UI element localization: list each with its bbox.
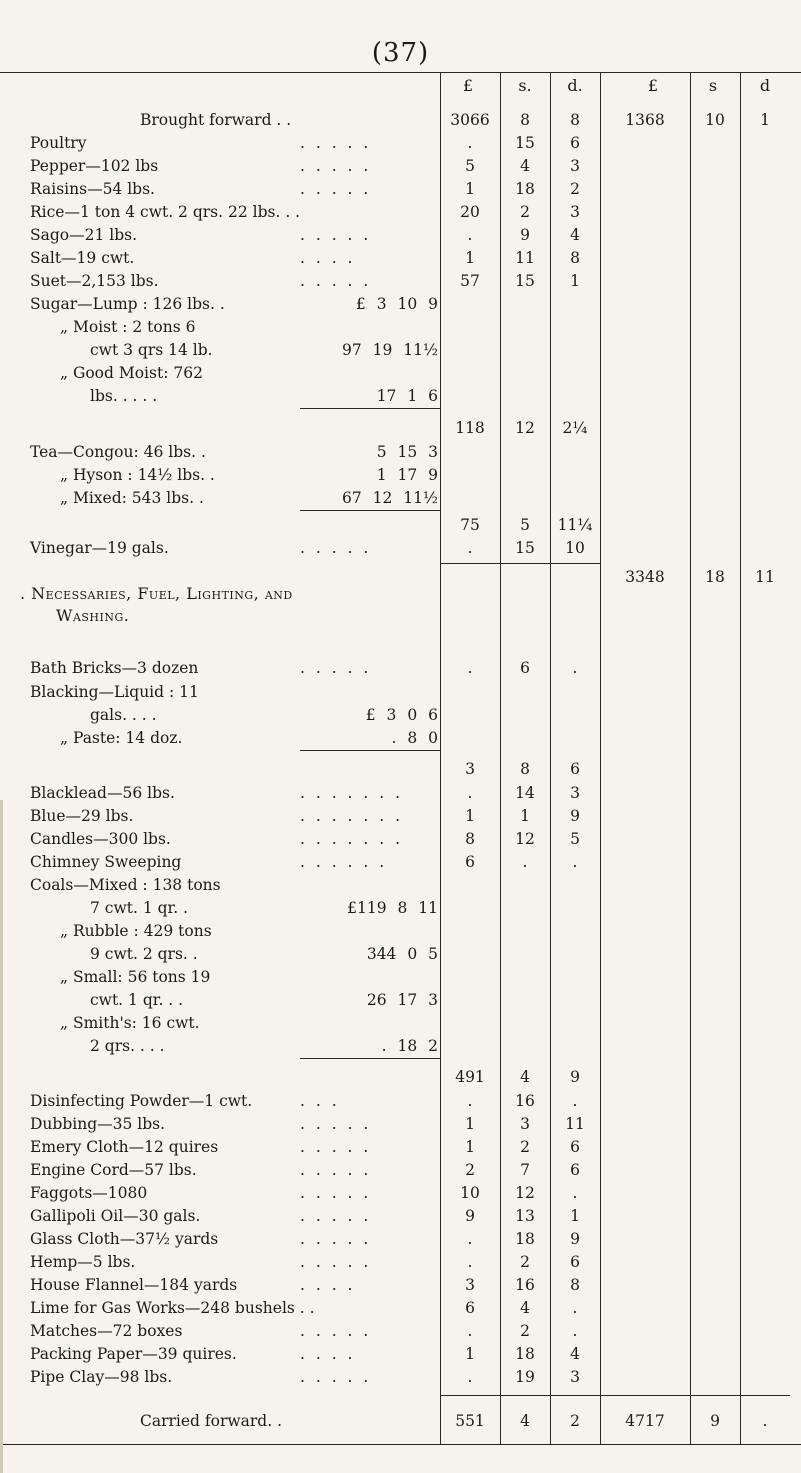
cell-c2: 16 (515, 1276, 535, 1294)
cell-c2: 18 (515, 180, 535, 198)
table-row (0, 781, 801, 805)
row-sub-amount: 17 1 6 (376, 387, 438, 405)
col-header-pounds: £ (462, 76, 474, 95)
section-heading-continued (56, 606, 129, 625)
cell-c1: 20 (460, 203, 480, 221)
table-row (0, 486, 801, 510)
table-row (0, 942, 801, 966)
row-label: Sugar—Lump : 126 lbs. . (30, 295, 225, 313)
table-row (0, 1250, 801, 1274)
cell-c2: 4 (520, 1299, 530, 1317)
cell-c3: 9 (570, 807, 580, 825)
cell-c3: 1 (570, 272, 580, 290)
table-row (0, 565, 801, 589)
rule-total-left (600, 72, 601, 1444)
row-leader-dots: . . . . . (300, 180, 372, 198)
cell-c1: . (467, 1092, 473, 1110)
row-sub-amount: 1 17 9 (376, 466, 438, 484)
row-label: Brought forward . . (140, 111, 292, 129)
bottom-rule (0, 1444, 801, 1445)
table-row (0, 1135, 801, 1159)
row-leader-dots: . . . . . (300, 539, 372, 557)
cell-c3: 3 (570, 157, 580, 175)
row-label: 7 cwt. 1 qr. . (90, 899, 189, 917)
row-label: Pipe Clay—98 lbs. (30, 1368, 173, 1386)
cell-c2: 2 (520, 1322, 530, 1340)
row-leader-dots: . . . . . (300, 134, 372, 152)
cell-c2: 4 (520, 157, 530, 175)
cell-c6: 11 (755, 568, 775, 586)
row-sub-amount: 97 19 11½ (341, 341, 438, 359)
row-label: Vinegar—19 gals. (30, 539, 169, 557)
row-label: House Flannel—184 yards (30, 1276, 238, 1294)
cell-c2: . (522, 853, 528, 871)
cell-c3: 1 (570, 1207, 580, 1225)
row-leader-dots: . . . . . (300, 1115, 372, 1133)
cell-c5: 18 (705, 568, 725, 586)
table-row (0, 440, 801, 464)
cell-c2: 3 (520, 1115, 530, 1133)
cell-c3: 6 (570, 1161, 580, 1179)
row-sub-amount: . 18 2 (381, 1037, 438, 1055)
cell-c3: 6 (570, 134, 580, 152)
cell-c3: 9 (570, 1230, 580, 1248)
table-row (0, 1319, 801, 1343)
row-label: Rice—1 ton 4 cwt. 2 qrs. 22 lbs. . . (30, 203, 301, 221)
row-label: Dubbing—35 lbs. (30, 1115, 166, 1133)
row-leader-dots: . . . . . (300, 659, 372, 677)
row-label: 9 cwt. 2 qrs. . (90, 945, 198, 963)
top-rule (0, 72, 801, 73)
rule-pounds-left (440, 72, 441, 1444)
table-row (0, 1204, 801, 1228)
row-label: 2 qrs. . . . (90, 1037, 165, 1055)
row-sub-amount: £ 3 0 6 (365, 706, 438, 724)
row-leader-dots: . . . . . (300, 1368, 372, 1386)
row-leader-dots: . . . . . (300, 226, 372, 244)
cell-c5: 10 (705, 111, 725, 129)
col-header-shillings: s. (518, 76, 532, 95)
row-label: Pepper—102 lbs (30, 157, 159, 175)
row-leader-dots: . . . . (300, 249, 356, 267)
table-row (0, 154, 801, 178)
cell-c1: 10 (460, 1184, 480, 1202)
cell-c1: 8 (465, 830, 475, 848)
cell-c3: 11¼ (557, 516, 593, 534)
cell-c2: 2 (520, 1253, 530, 1271)
cell-c2: 18 (515, 1230, 535, 1248)
cell-c2: 13 (515, 1207, 535, 1225)
row-label: Blacklead—56 lbs. (30, 784, 175, 802)
col-header-pence: d. (567, 76, 583, 95)
table-row (0, 703, 801, 727)
table-row (0, 827, 801, 851)
cell-c1: 1 (465, 807, 475, 825)
table-row (0, 1011, 801, 1035)
rule-total-pounds-right (690, 72, 691, 1444)
cell-c2: 15 (515, 539, 535, 557)
cell-c3: 8 (570, 111, 580, 129)
cell-c1: 118 (455, 419, 485, 437)
cell-c2: 2 (520, 203, 530, 221)
row-label: cwt. 1 qr. . . (90, 991, 184, 1009)
row-label: „ Hyson : 14½ lbs. . (60, 466, 215, 484)
row-label: Blacking—Liquid : 11 (30, 683, 199, 701)
cell-c2: 6 (520, 659, 530, 677)
cell-c2: 15 (515, 134, 535, 152)
cell-c2: 8 (520, 760, 530, 778)
row-leader-dots: . . . . . (300, 1230, 372, 1248)
cell-c3: 3 (570, 784, 580, 802)
row-label: Salt—19 cwt. (30, 249, 135, 267)
row-label: „ Moist : 2 tons 6 (60, 318, 196, 336)
table-row (0, 804, 801, 828)
table-row (0, 1112, 801, 1136)
table-row (0, 223, 801, 247)
table-row (0, 873, 801, 897)
row-label: Sago—21 lbs. (30, 226, 138, 244)
row-label: gals. . . . (90, 706, 157, 724)
cell-c6: 1 (760, 111, 770, 129)
cell-c2: 4 (520, 1412, 530, 1430)
row-label: lbs. . . . . (90, 387, 158, 405)
cell-c3: 2 (570, 1412, 580, 1430)
cell-c3: 6 (570, 1253, 580, 1271)
row-label: Poultry (30, 134, 87, 152)
row-label: Matches—72 boxes (30, 1322, 183, 1340)
table-row (0, 1065, 801, 1089)
cell-c2: 16 (515, 1092, 535, 1110)
table-row (0, 384, 801, 408)
cell-c2: 5 (520, 516, 530, 534)
row-label: „ Mixed: 543 lbs. . (60, 489, 204, 507)
cell-c3: 4 (570, 1345, 580, 1363)
table-row (0, 108, 801, 132)
row-label: Packing Paper—39 quires. (30, 1345, 237, 1363)
cell-c1: 57 (460, 272, 480, 290)
cell-c1: . (467, 226, 473, 244)
cell-c1: 6 (465, 853, 475, 871)
table-row (0, 131, 801, 155)
row-sub-amount: £119 8 11 (347, 899, 438, 917)
row-label: cwt 3 qrs 14 lb. (90, 341, 213, 359)
row-label: „ Rubble : 429 tons (60, 922, 212, 940)
row-label: Emery Cloth—12 quires (30, 1138, 219, 1156)
cell-c2: 14 (515, 784, 535, 802)
table-row (0, 1158, 801, 1182)
rule-provisions-total (440, 563, 600, 564)
row-label: Glass Cloth—37½ yards (30, 1230, 219, 1248)
cell-c2: 7 (520, 1161, 530, 1179)
cell-c1: 2 (465, 1161, 475, 1179)
row-label: „ Paste: 14 doz. (60, 729, 183, 747)
row-leader-dots: . . . . (300, 1345, 356, 1363)
row-leader-dots: . . . . . (300, 1184, 372, 1202)
row-leader-dots: . . . . . (300, 1253, 372, 1271)
cell-c1: 75 (460, 516, 480, 534)
cell-c1: . (467, 134, 473, 152)
table-row (0, 1227, 801, 1251)
row-label: Disinfecting Powder—1 cwt. (30, 1092, 253, 1110)
cell-c1: 1 (465, 1115, 475, 1133)
row-leader-dots: . . . . . (300, 1161, 372, 1179)
row-label: Tea—Congou: 46 lbs. . (30, 443, 206, 461)
cell-c4: 1368 (625, 111, 665, 129)
row-leader-dots: . . . . . (300, 1138, 372, 1156)
cell-c2: 1 (520, 807, 530, 825)
row-leader-dots: . . . . . (300, 157, 372, 175)
section-heading-line1: . Necessaries, Fuel, Lighting, and (20, 584, 293, 603)
cell-c3: 8 (570, 1276, 580, 1294)
table-row (0, 988, 801, 1012)
table-row (0, 200, 801, 224)
cell-c3: 10 (565, 539, 585, 557)
cell-c4: 4717 (625, 1412, 665, 1430)
row-leader-dots: . . . . (300, 1276, 356, 1294)
rule-total-shillings-right (740, 72, 741, 1444)
cell-c2: 12 (515, 419, 535, 437)
row-sub-amount: 344 0 5 (366, 945, 438, 963)
row-leader-dots: . . . . . . (300, 853, 388, 871)
row-leader-dots: . . . . . (300, 272, 372, 290)
row-label: Coals—Mixed : 138 tons (30, 876, 221, 894)
table-row (0, 292, 801, 316)
table-row (0, 656, 801, 680)
table-row (0, 1296, 801, 1320)
rule-coals-subtotal (300, 1058, 440, 1059)
cell-c3: 6 (570, 760, 580, 778)
col-header-shillings-total: s (708, 76, 718, 95)
table-row (0, 896, 801, 920)
cell-c1: . (467, 539, 473, 557)
cell-c2: 12 (515, 830, 535, 848)
row-label: Faggots—1080 (30, 1184, 148, 1202)
table-row (0, 1342, 801, 1366)
row-sub-amount: 5 15 3 (376, 443, 438, 461)
row-sub-amount: . 8 0 (391, 729, 438, 747)
cell-c1: . (467, 784, 473, 802)
cell-c1: 9 (465, 1207, 475, 1225)
table-row (0, 1365, 801, 1389)
rule-blacking-subtotal (300, 750, 440, 751)
cell-c2: 11 (515, 249, 535, 267)
cell-c2: 19 (515, 1368, 535, 1386)
row-label: Bath Bricks—3 dozen (30, 659, 199, 677)
table-row (0, 965, 801, 989)
cell-c1: 5 (465, 157, 475, 175)
cell-c4: 3348 (625, 568, 665, 586)
row-leader-dots: . . . . . (300, 1322, 372, 1340)
row-label: Gallipoli Oil—30 gals. (30, 1207, 201, 1225)
cell-c3: 11 (565, 1115, 585, 1133)
cell-c1: 1 (465, 1345, 475, 1363)
rule-shillings-left (500, 72, 501, 1444)
cell-c1: . (467, 1230, 473, 1248)
row-label: Hemp—5 lbs. (30, 1253, 136, 1271)
cell-c3: 6 (570, 1138, 580, 1156)
row-label: Suet—2,153 lbs. (30, 272, 159, 290)
table-row (0, 757, 801, 781)
page-edge-shadow (0, 800, 3, 1473)
cell-c2: 9 (520, 226, 530, 244)
row-label: „ Smith's: 16 cwt. (60, 1014, 200, 1032)
cell-c1: 1 (465, 1138, 475, 1156)
table-row (0, 1181, 801, 1205)
cell-c5: 9 (710, 1412, 720, 1430)
row-label: Carried forward. . (140, 1412, 282, 1430)
cell-c1: 6 (465, 1299, 475, 1317)
cell-c3: 9 (570, 1068, 580, 1086)
cell-c1: . (467, 1368, 473, 1386)
table-row (0, 269, 801, 293)
row-leader-dots: . . . . . . . (300, 830, 404, 848)
table-row (0, 463, 801, 487)
cell-c2: 2 (520, 1138, 530, 1156)
cell-c1: 551 (455, 1412, 485, 1430)
cell-c2: 15 (515, 272, 535, 290)
table-row (0, 536, 801, 560)
table-row (0, 177, 801, 201)
rule-tea-subtotal (300, 510, 440, 511)
col-header-pence-total: d (759, 76, 771, 95)
cell-c3: . (572, 1322, 578, 1340)
cell-c2: 12 (515, 1184, 535, 1202)
cell-c1: . (467, 1253, 473, 1271)
cell-c3: 5 (570, 830, 580, 848)
table-row (0, 338, 801, 362)
cell-c1: 1 (465, 249, 475, 267)
cell-c1: 3 (465, 1276, 475, 1294)
table-row (0, 850, 801, 874)
row-label: Engine Cord—57 lbs. (30, 1161, 197, 1179)
row-leader-dots: . . . (300, 1092, 340, 1110)
cell-c3: . (572, 1184, 578, 1202)
cell-c3: 2¼ (562, 419, 588, 437)
page-number: (37) (371, 38, 430, 68)
table-row (0, 1409, 801, 1433)
cell-c6: . (762, 1412, 768, 1430)
col-header-pounds-total: £ (647, 76, 659, 95)
rule-pence-left (550, 72, 551, 1444)
rule-sugar-subtotal (300, 408, 440, 409)
cell-c2: 4 (520, 1068, 530, 1086)
cell-c2: 18 (515, 1345, 535, 1363)
cell-c1: 3066 (450, 111, 490, 129)
cell-c1: 491 (455, 1068, 485, 1086)
row-sub-amount: 67 12 11½ (341, 489, 438, 507)
table-row (0, 513, 801, 537)
cell-c3: 2 (570, 180, 580, 198)
cell-c1: 3 (465, 760, 475, 778)
table-row (0, 315, 801, 339)
row-label: „ Good Moist: 762 (60, 364, 203, 382)
table-row (0, 919, 801, 943)
cell-c3: . (572, 1092, 578, 1110)
cell-c3: 3 (570, 203, 580, 221)
table-row (0, 416, 801, 440)
section-heading-line2: Washing. (56, 606, 130, 625)
table-row (0, 726, 801, 750)
row-label: Chimney Sweeping (30, 853, 182, 871)
cell-c3: . (572, 659, 578, 677)
cell-c1: 1 (465, 180, 475, 198)
table-row (0, 361, 801, 385)
cell-c3: 3 (570, 1368, 580, 1386)
row-label: Blue—29 lbs. (30, 807, 134, 825)
cell-c1: . (467, 659, 473, 677)
cell-c2: 8 (520, 111, 530, 129)
row-label: Raisins—54 lbs. (30, 180, 155, 198)
row-sub-amount: £ 3 10 9 (355, 295, 438, 313)
table-row (0, 246, 801, 270)
table-row (0, 1089, 801, 1113)
cell-c3: 4 (570, 226, 580, 244)
rule-carried-forward (440, 1395, 790, 1396)
row-sub-amount: 26 17 3 (366, 991, 438, 1009)
row-label: Candles—300 lbs. (30, 830, 171, 848)
row-label: Lime for Gas Works—248 bushels . . (30, 1299, 315, 1317)
row-leader-dots: . . . . . . . (300, 784, 404, 802)
cell-c3: . (572, 853, 578, 871)
row-leader-dots: . . . . . . . (300, 807, 404, 825)
table-row (0, 1034, 801, 1058)
table-row (0, 1273, 801, 1297)
row-leader-dots: . . . . . (300, 1207, 372, 1225)
cell-c3: 8 (570, 249, 580, 267)
table-row (0, 680, 801, 704)
cell-c3: . (572, 1299, 578, 1317)
cell-c1: . (467, 1322, 473, 1340)
row-label: „ Small: 56 tons 19 (60, 968, 211, 986)
